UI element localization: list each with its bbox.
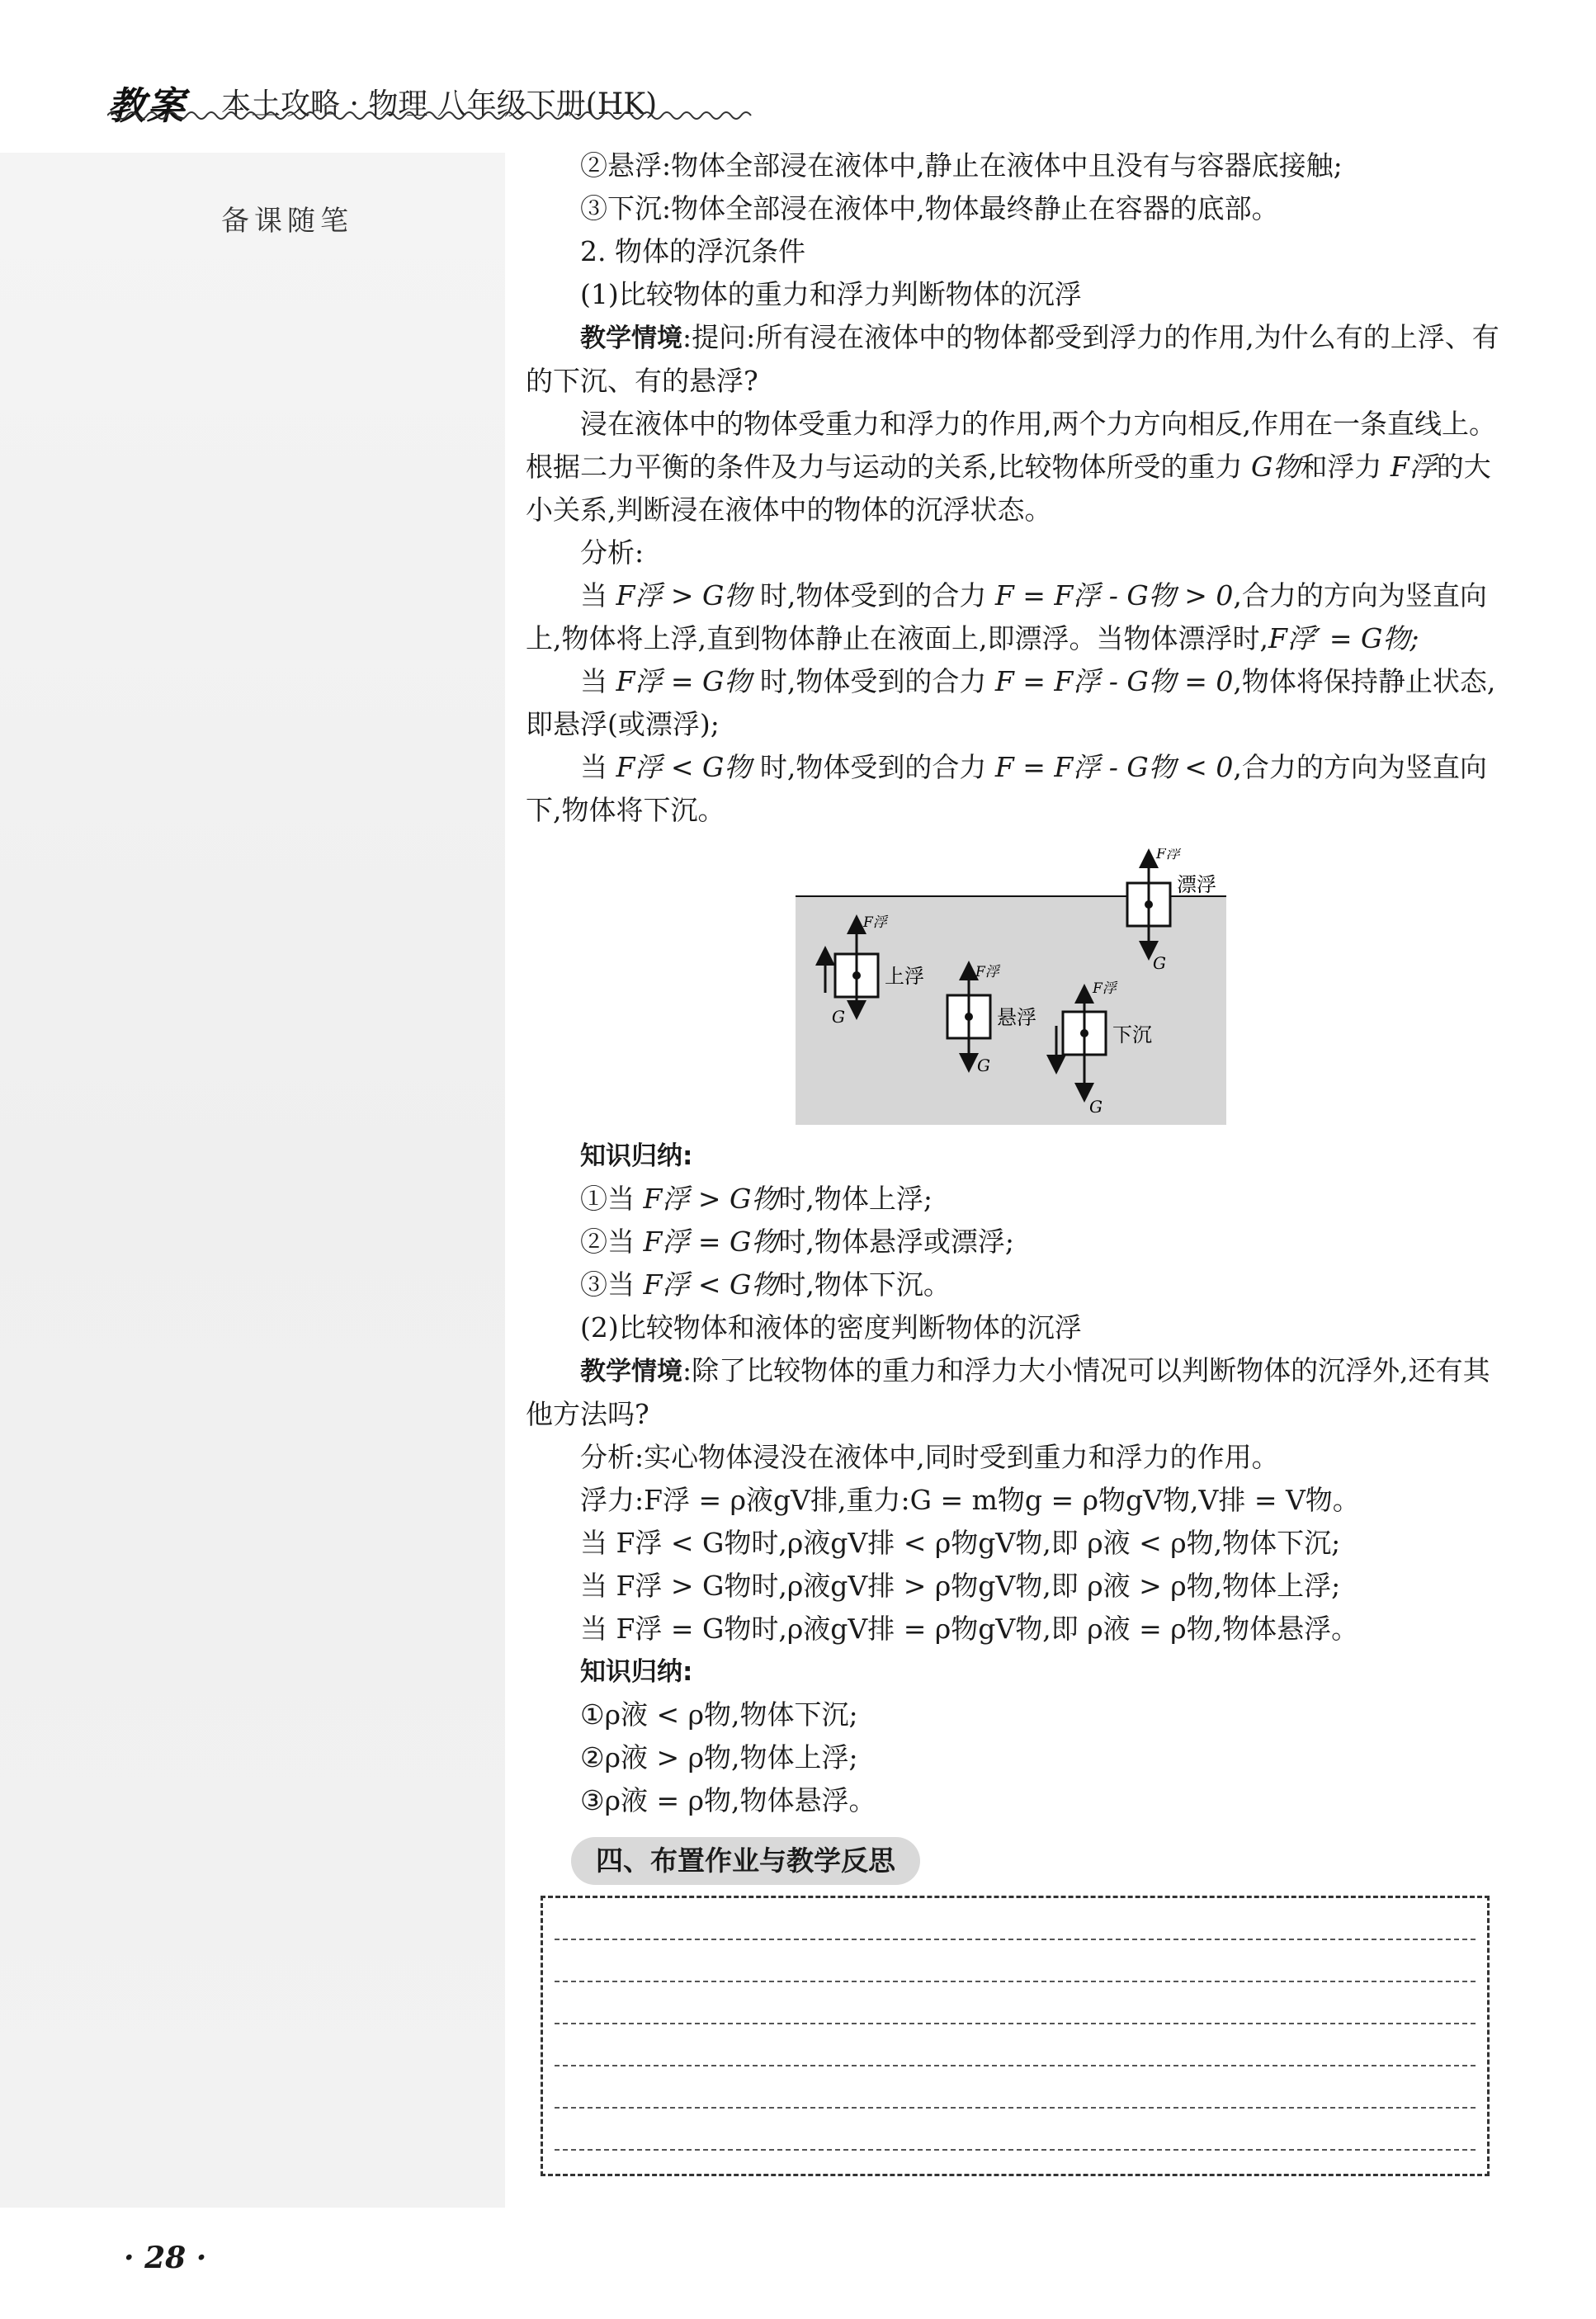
text-line: (2)比较物体和液体的密度判断物体的沉浮 (580, 1311, 1082, 1344)
formula-line: 当 F浮 > G物时,ρ液gV排 > ρ物gV物,即 ρ液 > ρ物,物体上浮; (580, 1570, 1341, 1602)
text-span: ,物体将保持静止状态,即悬浮(或漂浮); (526, 665, 1496, 740)
summary-item: ③ρ液 = ρ物,物体悬浮。 (580, 1784, 876, 1816)
writing-line[interactable] (555, 2024, 1476, 2066)
writing-line[interactable] (555, 1982, 1476, 2024)
text-span: 当 (580, 579, 616, 612)
notes-label: 备课随笔 (221, 205, 353, 238)
formula: F浮 > G物 (643, 1183, 779, 1215)
text-span: 和浮力 (1300, 451, 1391, 483)
page-header (107, 76, 759, 128)
wavy-underline (107, 109, 759, 122)
formula: F浮 < G物 (643, 1268, 779, 1301)
text-span: 当 (580, 751, 616, 783)
text-span: 时,物体下沉。 (778, 1268, 951, 1301)
summary-item (526, 1178, 1504, 1221)
summary-title: 知识归纳: (580, 1141, 693, 1171)
scenario-label: 教学情境 (580, 324, 682, 353)
rise-label: 上浮 (885, 965, 924, 988)
text-span: ②当 (580, 1226, 644, 1258)
analysis-label: 分析: (580, 536, 645, 569)
formula: F = F浮 - G物 > 0 (994, 579, 1234, 612)
book-title: 本土攻略 · 物理 八年级下册(HK) (221, 87, 658, 121)
writing-line[interactable] (555, 1898, 1476, 1940)
teaching-scenario (526, 1349, 1504, 1436)
scenario-text: :除了比较物体的重力和浮力大小情况可以判断物体的沉浮外,还有其他方法吗? (526, 1354, 1490, 1430)
paragraph (526, 403, 1504, 531)
text-span: 当 (580, 665, 616, 697)
buoyancy-label: F浮 (1156, 848, 1180, 862)
text-line: 分析:实心物体浸没在液体中,同时受到重力和浮力的作用。 (580, 1441, 1279, 1473)
formula: G物 (1250, 451, 1301, 483)
text-line: ③下沉:物体全部浸在液体中,物体最终静止在容器的底部。 (580, 192, 1279, 224)
gravity-label: G (977, 1056, 990, 1075)
text-span: 时,物体上浮; (778, 1183, 933, 1215)
writing-line[interactable] (555, 1940, 1476, 1982)
text-span: 浸在液体中的物体受重力和浮力的作用,两个力方向相反,作用在一条直线上。根据二力平衡的条件及力与运动的关系,比较物体所受的重力 (526, 408, 1496, 483)
homework-reflection-box[interactable] (541, 1896, 1490, 2176)
condition-rise (526, 574, 1504, 660)
text-span: 时,物体悬浮或漂浮; (778, 1226, 1014, 1258)
formula-line: 当 F浮 < G物时,ρ液gV排 < ρ物gV物,即 ρ液 < ρ物,物体下沉; (580, 1527, 1341, 1559)
page-number: · 28 · (124, 2241, 207, 2275)
summary-title: 知识归纳: (580, 1657, 693, 1687)
text-line: (1)比较物体的重力和浮力判断物体的沉浮 (580, 278, 1082, 310)
formula: F浮 (1390, 451, 1437, 483)
text-span: 的大小关系,判断浸在液体中的物体的沉浮状态。 (526, 451, 1491, 526)
formula: F浮 > G物 (616, 579, 752, 612)
formula: F浮 < G物 (616, 751, 752, 783)
formula-line: 当 F浮 = G物时,ρ液gV排 = ρ物gV物,即 ρ液 = ρ物,物体悬浮。 (580, 1613, 1359, 1645)
gravity-label: G (1153, 953, 1166, 973)
text-span: ,合力的方向为竖直向下,物体将下沉。 (526, 751, 1487, 826)
teaching-scenario (526, 316, 1504, 403)
lesson-notes-sidebar (0, 153, 505, 2208)
summary-item: ②ρ液 > ρ物,物体上浮; (580, 1741, 858, 1773)
section-heading: 四、布置作业与教学反思 (571, 1837, 920, 1885)
condition-suspend (526, 660, 1504, 746)
writing-line[interactable] (555, 2109, 1476, 2151)
writing-line[interactable] (555, 2066, 1476, 2109)
text-line: 2. 物体的浮沉条件 (580, 235, 805, 267)
summary-item (526, 1263, 1504, 1306)
buoyancy-label: F浮 (863, 914, 887, 931)
text-span: 时,物体受到的合力 (751, 579, 995, 612)
gravity-label: G (832, 1007, 845, 1027)
buoyancy-diagram (796, 848, 1226, 1125)
buoyancy-label: F浮 (1093, 980, 1117, 997)
text-line: ②悬浮:物体全部浸在液体中,静止在液体中且没有与容器底接触; (580, 149, 1343, 182)
scenario-label: 教学情境 (580, 1357, 682, 1386)
summary-item: ①ρ液 < ρ物,物体下沉; (580, 1698, 858, 1731)
sink-label: 下沉 (1112, 1023, 1152, 1046)
formula: F = F浮 - G物 < 0 (994, 751, 1234, 783)
lesson-content (526, 144, 1504, 1885)
text-span: ,合力的方向为竖直向上,物体将上浮,直到物体静止在液面上,即漂浮。当物体漂浮时, (526, 579, 1487, 654)
buoyancy-diagram-svg (796, 848, 1226, 1125)
gravity-label: G (1089, 1097, 1103, 1117)
formula: F浮 = G物 (616, 665, 752, 697)
text-span: ①当 (580, 1183, 644, 1215)
formula: F浮 = G物 (643, 1226, 779, 1258)
buoyancy-label: F浮 (975, 964, 999, 980)
text-span: 时,物体受到的合力 (751, 751, 995, 783)
summary-item (526, 1221, 1504, 1263)
text-span: 时,物体受到的合力 (751, 665, 995, 697)
float-label: 漂浮 (1177, 873, 1216, 896)
formula: F = F浮 - G物 = 0 (994, 665, 1234, 697)
formula: F浮′ = G物; (1268, 622, 1419, 654)
formula-line: 浮力:F浮 = ρ液gV排,重力:G = m物g = ρ物gV物,V排 = V物。 (580, 1484, 1360, 1516)
scenario-text: :提问:所有浸在液体中的物体都受到浮力的作用,为什么有的上浮、有的下沉、有的悬浮? (526, 321, 1499, 397)
condition-sink (526, 746, 1504, 832)
text-span: ③当 (580, 1268, 644, 1301)
suspend-label: 悬浮 (997, 1006, 1036, 1029)
brand-logo: 教案 (107, 83, 187, 128)
